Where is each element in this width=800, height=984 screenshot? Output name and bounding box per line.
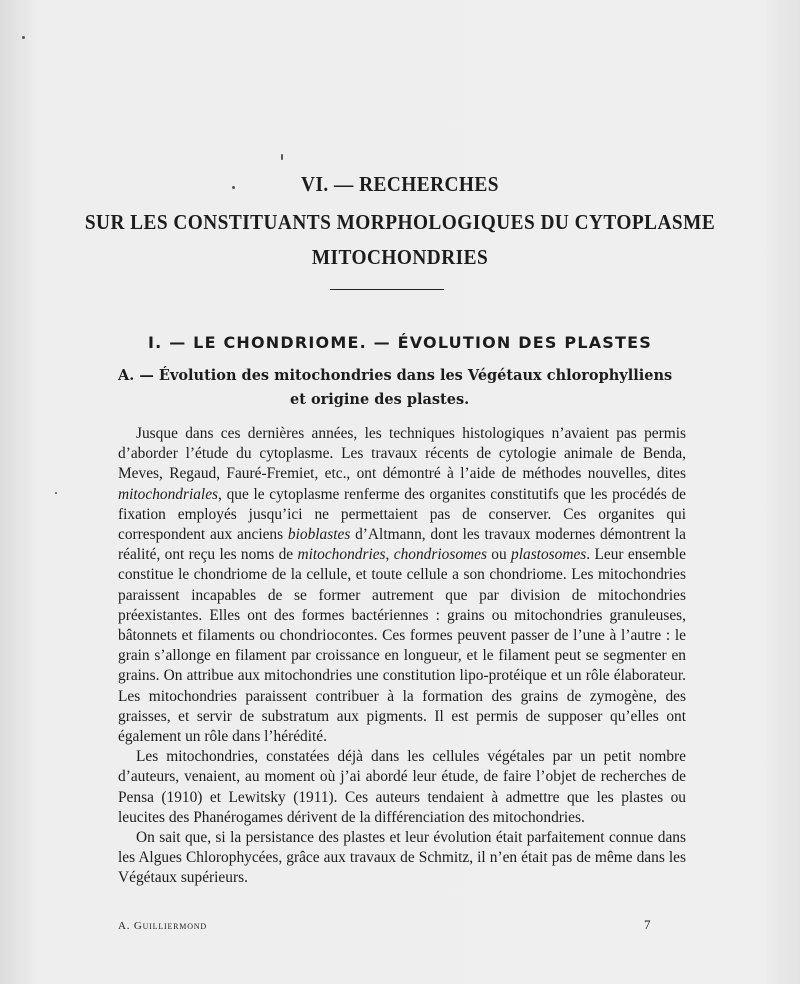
footer-author: A. Guilliermond bbox=[118, 920, 207, 932]
scan-speck bbox=[281, 154, 283, 160]
title-line-2: MITOCHONDRIES bbox=[311, 245, 489, 269]
text-run: , que le cytoplasme renferme des organites constitutifs que les procédés de fixation employés jusqu’ici ne permettaient pas de conserver. Ces organites qui correspondent aux anciens bbox=[118, 485, 686, 544]
paragraph-2: Les mitochondries, constatées déjà dans les cellules végétales par un petit nombre d’auteurs, venaient, au moment où j’ai abordé leur étude, de faire l’objet de recherches de Pensa (1910) et Lewitsky (1911). Ces auteurs tendaient à admettre que les plastes ou leucites des Phanérogames dérivent de la différenciation des mitochondries. bbox=[118, 748, 686, 826]
paragraph-1 bbox=[118, 424, 686, 747]
italic-term: bioblastes bbox=[287, 526, 351, 544]
text-run: ou bbox=[486, 546, 512, 564]
italic-term: chondriosomes bbox=[393, 546, 487, 564]
text-run: . Leur ensemble constitue le chondriome de la cellule, et toute cellule a son chondriome. Les mitochondries paraissent incapables de se former autrement que par division de mitochondries préexistantes. Elles ont des formes bactériennes : grains ou mitochondries granuleuses, bâtonnets et filaments ou chondriocontes. Ces formes peuvent passer de l’une à l’autre : le grain s’allonge en filament par croissance en longueur, et le filament peut se segmenter en grains. On attribue aux mitochondries une constitution lipo-protéique et un rôle élaborateur. Les mitochondries paraissent contribuer à la formation des grains de zymogène, des graisses, et servir de substratum aux pigments. Il est permis de supposer qu’elles ont également un rôle dans l’hérédité. bbox=[118, 546, 686, 746]
paragraph-3: On sait que, si la persistance des plastes et leur évolution était parfaitement connue dans les Algues Chlorophycées, grâce aux travaux de Schmitz, il n’en était pas de même dans les Végétaux supérieurs. bbox=[118, 829, 686, 887]
section-heading: I. — LE CHONDRIOME. — ÉVOLUTION DES PLASTES bbox=[148, 333, 652, 352]
text-run: , bbox=[385, 546, 394, 564]
text-run: Jusque dans ces dernières années, les techniques histologiques n’avaient pas permis d’aborder l’étude du cytoplasme. Les travaux récents de cytologie animale de Benda, Meves, Regaud, Fauré-Fremiet, etc., ont démontré à l’aide de méthodes nouvelles, dites bbox=[118, 425, 686, 483]
signature-mark: 7 bbox=[644, 917, 651, 932]
subsection-heading-line-1: A. — Évolution des mitochondries dans les Végétaux chlorophylliens bbox=[118, 367, 673, 384]
text-run: d’Altmann, dont les travaux modernes démontrent la réalité, ont reçu les noms de bbox=[118, 526, 686, 564]
scan-speck bbox=[22, 36, 25, 39]
scan-speck bbox=[232, 186, 235, 189]
part-heading: VI. — RECHERCHES bbox=[301, 172, 499, 196]
title-line-1: SUR LES CONSTITUANTS MORPHOLOGIQUES DU CYTOPLASME bbox=[84, 210, 716, 234]
title-divider bbox=[330, 289, 444, 290]
subsection-heading-line-2: et origine des plastes. bbox=[290, 391, 470, 408]
italic-term: mitochondriales bbox=[118, 485, 219, 503]
body-text bbox=[118, 424, 686, 889]
italic-term: mitochondries bbox=[297, 546, 386, 564]
scan-speck bbox=[55, 492, 57, 494]
italic-term: plastosomes bbox=[511, 546, 587, 564]
